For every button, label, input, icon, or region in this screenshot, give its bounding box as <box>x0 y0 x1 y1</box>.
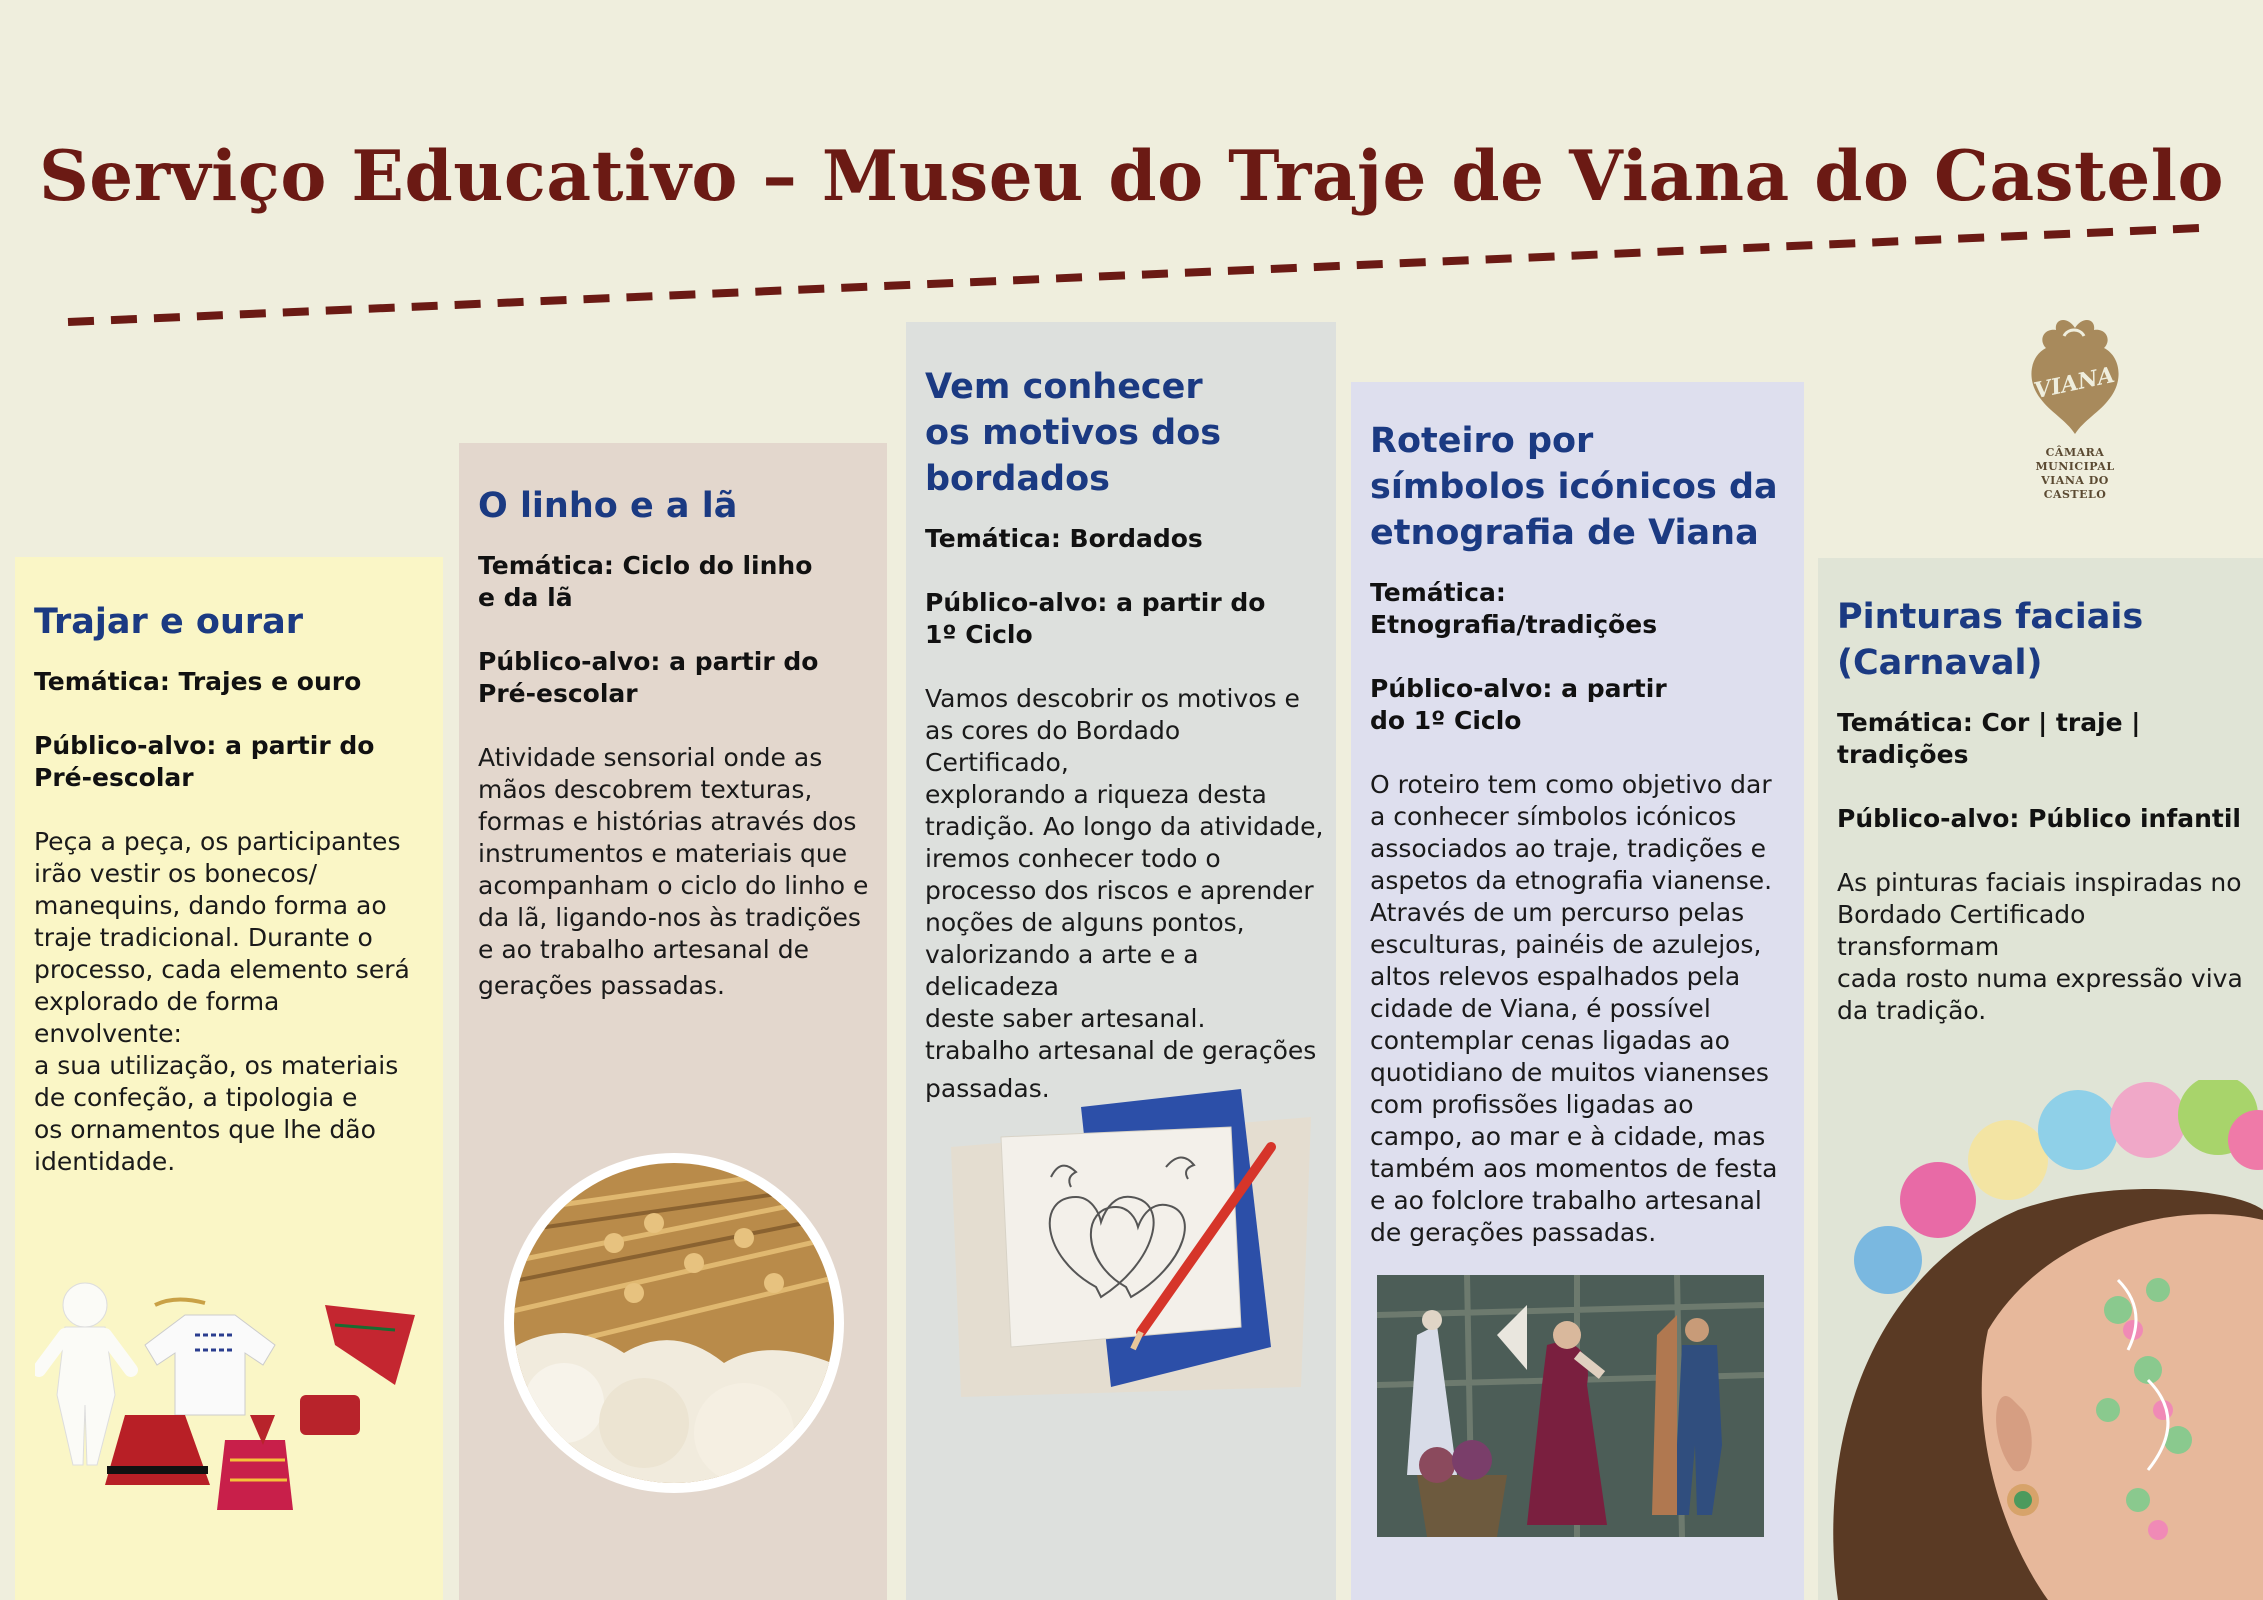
card-publico-alvo: Público-alvo: a partir do Pré-escolar <box>34 731 375 792</box>
card-description: Peça a peça, os participantes irão vestir os bonecos/ manequins, dando forma ao traje tradicional. Durante o processo, cada elemento será explorado de forma envolvente: a sua utilização, os materiais de confeção, a tipologia e os ornamentos que lhe dão identidade. <box>34 827 410 1176</box>
card-publico-alvo: Público-alvo: a partir do Pré-escolar <box>478 647 819 708</box>
card-description: O roteiro tem como objetivo dar a conhecer símbolos icónicos associados ao traje, tradições e aspetos da etnografia vianense. Através de um percurso pelas esculturas, painéis de azulejos, altos relevos espalhados pela cidade de Viana, é possível contemplar cenas ligadas ao quotidiano de muitos vianenses com profissões ligadas ao campo, ao mar e à cidade, mas também aos momentos de festa e ao folclore trabalho artesanal de gerações passadas. <box>1370 770 1778 1247</box>
camara-municipal-logo <box>2010 310 2140 502</box>
card-title: Pinturas faciais (Carnaval) <box>1837 597 2144 683</box>
card-tematica: Temática: Bordados <box>925 524 1203 553</box>
face-painting-image <box>1818 1080 2263 1600</box>
card-description: Atividade sensorial onde as mãos descobrem texturas, formas e histórias através dos instrumentos e materiais que acompanham o ciclo do linho e da lã, ligando-nos às tradições e ao trabalho artesanal de gerações passadas. <box>478 743 869 1000</box>
logo-caption-line1: CÂMARA MUNICIPAL <box>2035 446 2115 473</box>
activity-card-linho-e-la <box>459 443 887 1600</box>
logo-caption-line2: VIANA DO CASTELO <box>2041 474 2109 501</box>
card-tematica: Temática: Trajes e ouro <box>34 667 362 696</box>
card-description: As pinturas faciais inspiradas no Bordado Certificado transformam cada rosto numa expressão viva da tradição. <box>1837 868 2243 1025</box>
costume-pieces-image <box>35 1275 435 1515</box>
card-tematica: Temática: Ciclo do linho e da lã <box>478 551 813 612</box>
card-title: Vem conhecer os motivos dos bordados <box>925 367 1222 499</box>
activity-card-bordados <box>906 322 1336 1600</box>
card-publico-alvo: Público-alvo: a partir do 1º Ciclo <box>925 588 1266 649</box>
relief-sculpture-image <box>1377 1275 1764 1537</box>
activity-card-pinturas-faciais <box>1818 558 2263 1600</box>
embroidery-drawing-image <box>941 1087 1316 1417</box>
card-title: Roteiro por símbolos icónicos da etnografia de Viana <box>1370 421 1778 553</box>
card-tematica: Temática: Etnografia/tradições <box>1370 578 1658 639</box>
card-publico-alvo: Público-alvo: Público infantil <box>1837 804 2241 833</box>
flax-and-wool-image <box>504 1153 854 1493</box>
card-title: Trajar e ourar <box>34 602 303 642</box>
card-title: O linho e a lã <box>478 486 738 526</box>
activity-card-trajar-e-ourar <box>15 557 443 1600</box>
activity-card-roteiro <box>1351 382 1804 1600</box>
card-publico-alvo: Público-alvo: a partir do 1º Ciclo <box>1370 674 1667 735</box>
viana-heart-logo-icon <box>2020 310 2130 440</box>
card-description: Vamos descobrir os motivos e as cores do Bordado Certificado, explorando a riqueza desta tradição. Ao longo da atividade, iremos conhecer todo o processo dos riscos e aprender noções de alguns pontos, valorizando a arte e a delicadeza deste saber artesanal. trabalho artesanal de gerações passadas. <box>925 684 1324 1103</box>
card-tematica: Temática: Cor | traje | tradições <box>1837 708 2141 769</box>
svg-text:VIANA: VIANA <box>2031 361 2117 405</box>
page-title: Serviço Educativo – Museu do Traje de Viana do Castelo <box>38 136 2225 217</box>
dashed-divider <box>0 0 2263 340</box>
